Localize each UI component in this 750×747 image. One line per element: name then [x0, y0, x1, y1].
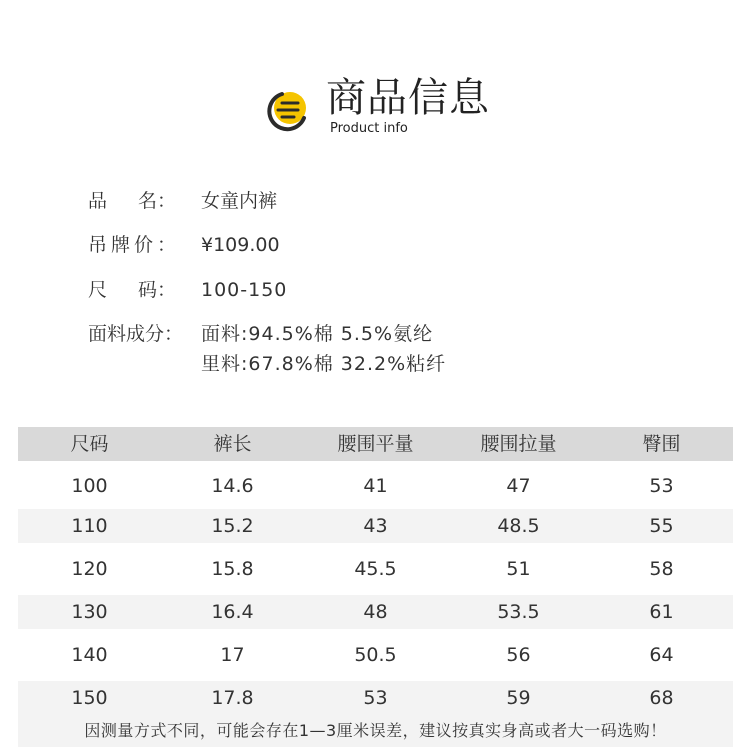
fabric-line-2: 里料:67.8%棉 32.2%粘纤 — [201, 353, 447, 375]
table-cell: 120 — [71, 558, 108, 580]
table-cell: 14.6 — [211, 475, 254, 497]
price-label: 吊牌价： — [88, 234, 181, 256]
table-cell: 58 — [649, 558, 674, 580]
table-cell: 16.4 — [211, 601, 254, 623]
measurement-note: 因测量方式不同，可能会存在1—3厘米误差，建议按真实身高或者大一码选购！ — [18, 714, 733, 747]
page-title: 商品信息 — [326, 75, 490, 121]
table-cell: 68 — [649, 687, 674, 709]
table-cell: 130 — [71, 601, 108, 623]
table-cell: 110 — [71, 515, 108, 537]
table-cell: 150 — [71, 687, 108, 709]
table-row — [18, 509, 733, 543]
table-cell: 41 — [363, 475, 388, 497]
table-cell: 17 — [220, 644, 245, 666]
table-cell: 48.5 — [497, 515, 540, 537]
table-header-cell: 腰围平量 — [337, 433, 414, 455]
table-cell: 61 — [649, 601, 674, 623]
table-cell: 53.5 — [497, 601, 540, 623]
table-cell: 56 — [506, 644, 531, 666]
price-value: ¥109.00 — [201, 234, 280, 256]
table-cell: 45.5 — [354, 558, 397, 580]
size-label — [88, 275, 176, 305]
table-header-cell: 裤长 — [213, 433, 252, 455]
table-cell: 53 — [363, 687, 388, 709]
document-list-icon — [264, 84, 314, 132]
table-row — [18, 638, 733, 672]
table-cell: 59 — [506, 687, 531, 709]
page-subtitle: Product info — [330, 121, 408, 136]
name-label-part: 名： — [137, 190, 176, 212]
table-cell: 53 — [649, 475, 674, 497]
fabric-label: 面料成分： — [88, 323, 184, 345]
table-cell: 17.8 — [211, 687, 254, 709]
table-row — [18, 681, 733, 715]
table-cell: 43 — [363, 515, 388, 537]
table-row — [18, 595, 733, 629]
table-header-row — [18, 427, 733, 461]
table-cell: 15.2 — [211, 515, 254, 537]
table-cell: 64 — [649, 644, 674, 666]
size-value: 100-150 — [201, 279, 288, 301]
size-label-part: 尺 — [88, 279, 108, 301]
table-cell: 51 — [506, 558, 531, 580]
name-label — [88, 186, 176, 216]
product-info-header — [264, 76, 504, 138]
table-cell: 47 — [506, 475, 531, 497]
table-cell: 140 — [71, 644, 108, 666]
table-header-cell: 尺码 — [70, 433, 109, 455]
table-cell: 50.5 — [354, 644, 397, 666]
fabric-line-1: 面料:94.5%棉 5.5%氨纶 — [201, 323, 434, 345]
table-cell: 55 — [649, 515, 674, 537]
table-header-cell: 腰围拉量 — [480, 433, 557, 455]
table-cell: 48 — [363, 601, 388, 623]
table-row — [18, 552, 733, 586]
name-label-part: 品 — [88, 190, 108, 212]
table-row — [18, 469, 733, 503]
table-cell: 100 — [71, 475, 108, 497]
table-header-cell: 臀围 — [642, 433, 681, 455]
name-value: 女童内裤 — [201, 190, 278, 212]
table-cell: 15.8 — [211, 558, 254, 580]
size-label-part: 码： — [137, 279, 176, 301]
